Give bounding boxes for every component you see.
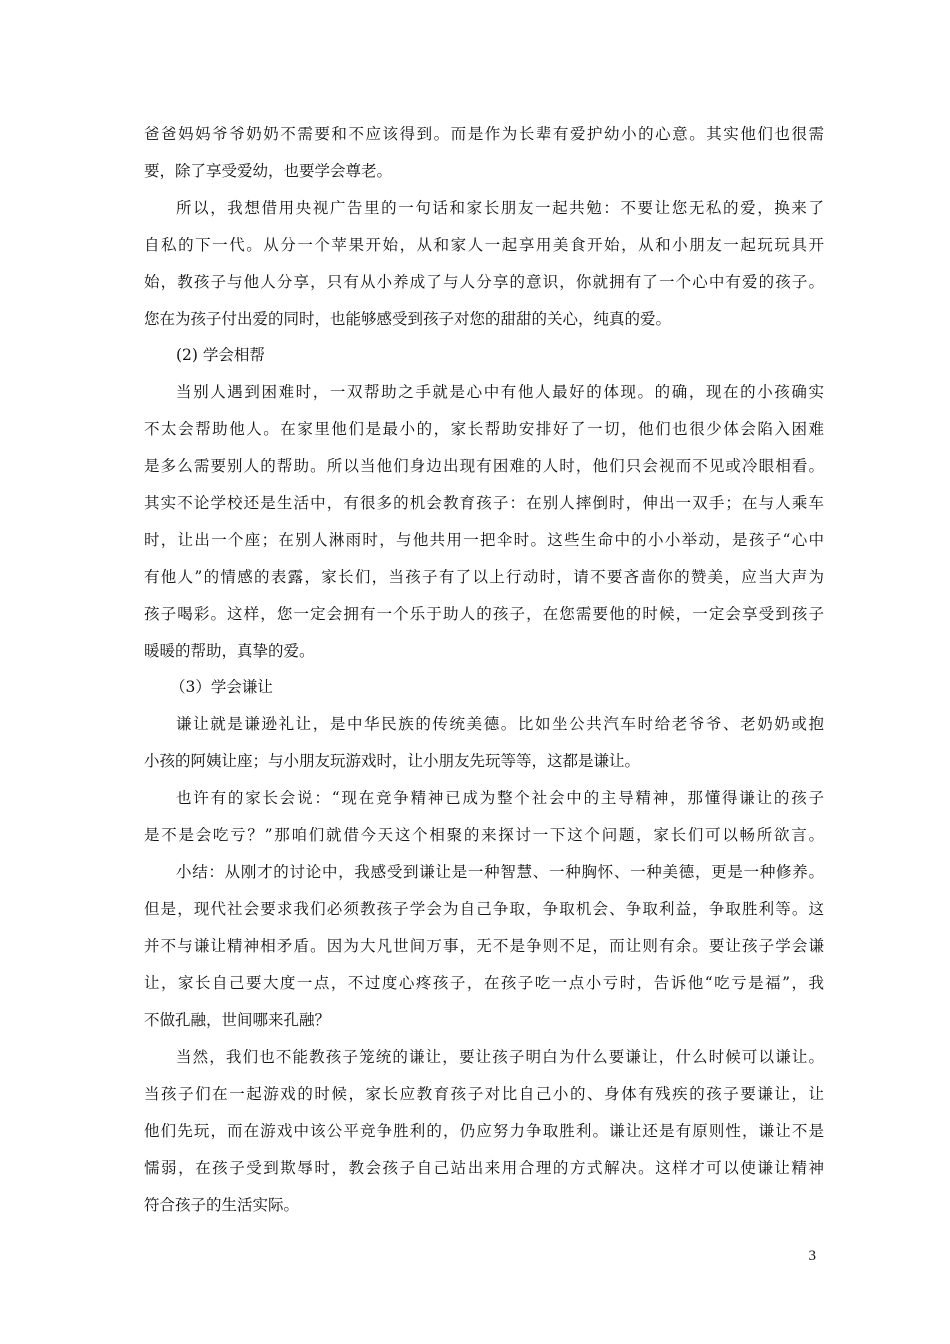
section-heading: (2) 学会相帮 — [176, 346, 265, 364]
text-line: 不做孔融，世间哪来孔融？ — [144, 1011, 331, 1029]
section-heading: （3）学会谦让 — [170, 678, 273, 696]
text-line: 小结：从刚才的讨论中，我感受到谦让是一种智慧、一种胸怀、一种美德，更是一种修养。 — [176, 863, 824, 881]
text-line: 您在为孩子付出爱的同时，也能够感受到孩子对您的甜甜的关心，纯真的爱。 — [144, 310, 672, 328]
text-line: 当孩子们在一起游戏的时候，家长应教育孩子对比自己小的、身体有残疾的孩子要谦让，让 — [144, 1085, 824, 1103]
text-line: 当然，我们也不能教孩子笼统的谦让，要让孩子明白为什么要谦让，什么时候可以谦让。 — [176, 1048, 824, 1066]
text-line: 孩子喝彩。这样，您一定会拥有一个乐于助人的孩子，在您需要他的时候，一定会享受到孩子 — [144, 605, 824, 623]
text-line: 爸爸妈妈爷爷奶奶不需要和不应该得到。而是作为长辈有爱护幼小的心意。其实他们也很需 — [144, 125, 824, 143]
page-number: 3 — [808, 1248, 816, 1264]
text-line: 暖暖的帮助，真挚的爱。 — [144, 642, 315, 660]
text-line: 谦让就是谦逊礼让，是中华民族的传统美德。比如坐公共汽车时给老爷爷、老奶奶或抱 — [176, 715, 824, 733]
text-line: 当别人遇到困难时，一双帮助之手就是心中有他人最好的体现。的确，现在的小孩确实 — [176, 383, 824, 401]
text-line: 不太会帮助他人。在家里他们是最小的，家长帮助安排好了一切，他们也很少体会陷入困难 — [144, 420, 824, 438]
text-line: 符合孩子的生活实际。 — [144, 1196, 300, 1214]
text-line: 有他人”的情感的表露，家长们，当孩子有了以上行动时，请不要吝啬你的赞美，应当大声为 — [144, 568, 824, 586]
text-line: 并不与谦让精神相矛盾。因为大凡世间万事，无不是争则不足，而让则有余。要让孩子学会谦 — [144, 937, 824, 955]
text-line: 自私的下一代。从分一个苹果开始，从和家人一起享用美食开始，从和小朋友一起玩玩具开 — [144, 236, 824, 254]
text-line: 小孩的阿姨让座；与小朋友玩游戏时，让小朋友先玩等等，这都是谦让。 — [144, 752, 641, 770]
text-line: 懦弱，在孩子受到欺辱时，教会孩子自己站出来用合理的方式解决。这样才可以使谦让精神 — [144, 1159, 824, 1177]
text-line: 时，让出一个座；在别人淋雨时，与他共用一把伞时。这些生命中的小小举动，是孩子“心中 — [144, 531, 824, 549]
text-line: 但是，现代社会要求我们必须教孩子学会为自己争取，争取机会、争取利益，争取胜利等。这 — [144, 900, 824, 918]
text-line: 让，家长自己要大度一点，不过度心疼孩子，在孩子吃一点小亏时，告诉他“吃亏是福”，我 — [144, 974, 824, 992]
text-line: 是多么需要别人的帮助。所以当他们身边出现有困难的人时，他们只会视而不见或冷眼相看。 — [144, 457, 824, 475]
text-line: 是不是会吃亏？”那咱们就借今天这个相聚的来探讨一下这个问题，家长们可以畅所欲言。 — [144, 826, 824, 844]
text-line: 始，教孩子与他人分享，只有从小养成了与人分享的意识，你就拥有了一个心中有爱的孩子。 — [144, 273, 824, 291]
text-line: 要，除了享受爱幼，也要学会尊老。 — [144, 162, 393, 180]
text-line: 所以，我想借用央视广告里的一句话和家长朋友一起共勉：不要让您无私的爱，换来了 — [176, 199, 824, 217]
text-line: 他们先玩，而在游戏中该公平竞争胜利的，仍应努力争取胜利。谦让还是有原则性，谦让不是 — [144, 1122, 824, 1140]
text-line: 其实不论学校还是生活中，有很多的机会教育孩子：在别人摔倒时，伸出一双手；在与人乘车 — [144, 494, 824, 512]
text-line: 也许有的家长会说：“现在竞争精神已成为整个社会中的主导精神，那懂得谦让的孩子 — [176, 789, 824, 807]
